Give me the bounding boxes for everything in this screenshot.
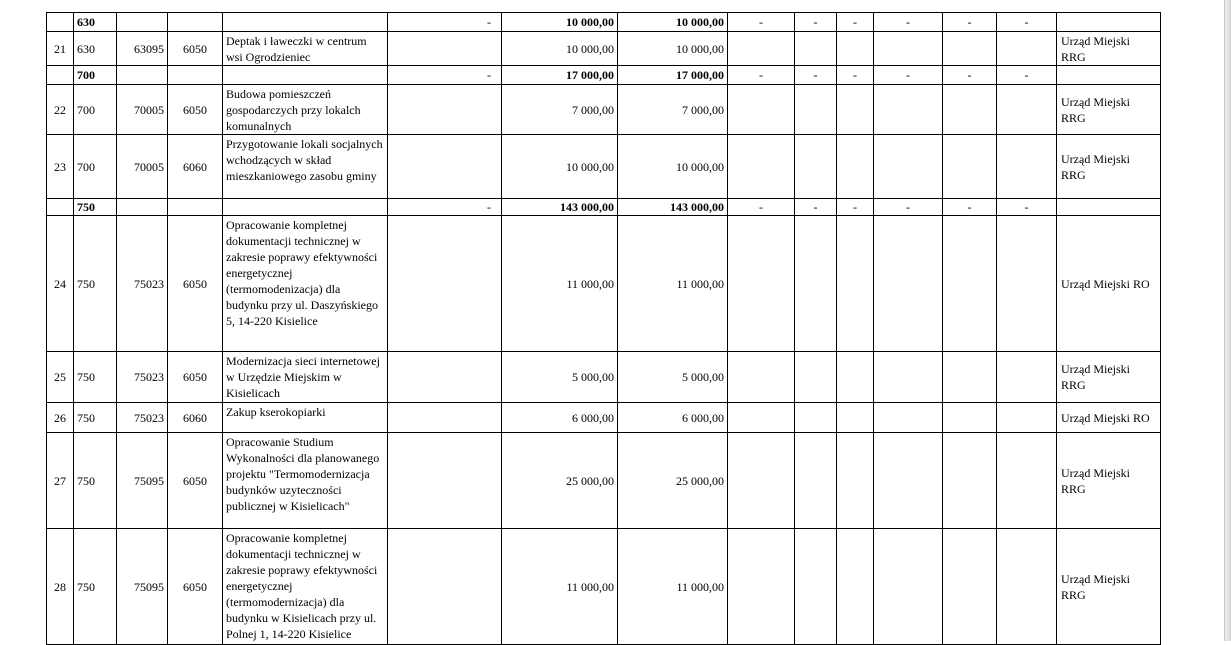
row-lp-cell: 28 bbox=[47, 529, 74, 645]
summary-lp-cell bbox=[47, 66, 74, 85]
row-empty-cell bbox=[997, 403, 1057, 433]
row-lp-cell: 22 bbox=[47, 85, 74, 135]
row-dzial-cell: 750 bbox=[74, 433, 117, 529]
summary-dzial-cell: 630 bbox=[74, 13, 117, 32]
table-row bbox=[47, 32, 1161, 66]
row-paragraf-cell: 6050 bbox=[168, 85, 223, 135]
row-empty-cell bbox=[943, 403, 997, 433]
table-row bbox=[47, 352, 1161, 403]
summary-dash-cell: - bbox=[943, 199, 997, 216]
row-empty-cell bbox=[795, 135, 837, 199]
section-summary-row bbox=[47, 13, 1161, 32]
row-dzial-cell: 750 bbox=[74, 216, 117, 352]
row-col5-cell bbox=[388, 32, 502, 66]
table-row bbox=[47, 216, 1161, 352]
summary-paragraf-cell bbox=[168, 13, 223, 32]
row-paragraf-cell: 6060 bbox=[168, 135, 223, 199]
row-empty-cell bbox=[795, 216, 837, 352]
summary-unit-cell bbox=[1057, 13, 1161, 32]
summary-total-cell: 143 000,00 bbox=[502, 199, 618, 216]
row-empty-cell bbox=[874, 135, 943, 199]
row-empty-cell bbox=[874, 403, 943, 433]
row-unit-cell: Urząd Miejski RO bbox=[1057, 216, 1161, 352]
row-empty-cell bbox=[997, 433, 1057, 529]
row-empty-cell bbox=[997, 85, 1057, 135]
row-total-cell: 6 000,00 bbox=[502, 403, 618, 433]
row-task-name-cell: Opracowanie kompletnej dokumentacji technicznej w zakresie poprawy efektywności energetycznej (termomodernizacja) dla budynku w Kisielicach przy ul. Polnej 1, 14-220 Kisielice bbox=[223, 529, 388, 645]
summary-dzial-cell: 700 bbox=[74, 66, 117, 85]
row-col7-cell: 11 000,00 bbox=[618, 529, 728, 645]
row-col5-cell bbox=[388, 529, 502, 645]
row-empty-cell bbox=[795, 529, 837, 645]
row-dzial-cell: 750 bbox=[74, 403, 117, 433]
row-empty-cell bbox=[874, 433, 943, 529]
row-empty-cell bbox=[837, 433, 874, 529]
summary-paragraf-cell bbox=[168, 199, 223, 216]
row-unit-cell: Urząd Miejski RRG bbox=[1057, 32, 1161, 66]
summary-dash-cell: - bbox=[837, 199, 874, 216]
row-unit-cell: Urząd Miejski RO bbox=[1057, 403, 1161, 433]
row-unit-cell: Urząd Miejski RRG bbox=[1057, 529, 1161, 645]
row-total-cell: 10 000,00 bbox=[502, 32, 618, 66]
row-task-name-cell: Opracowanie Studium Wykonalności dla planowanego projektu "Termomodernizacja budynków uzyteczności publicznej w Kisielicach" bbox=[223, 433, 388, 529]
row-col7-cell: 25 000,00 bbox=[618, 433, 728, 529]
row-empty-cell bbox=[874, 85, 943, 135]
row-col5-cell bbox=[388, 433, 502, 529]
row-empty-cell bbox=[997, 352, 1057, 403]
row-empty-cell bbox=[874, 32, 943, 66]
row-empty-cell bbox=[943, 32, 997, 66]
row-task-name-cell: Modernizacja sieci internetowej w Urzędzie Miejskim w Kisielicach bbox=[223, 352, 388, 403]
summary-col7-cell: 143 000,00 bbox=[618, 199, 728, 216]
row-lp-cell: 27 bbox=[47, 433, 74, 529]
row-empty-cell bbox=[943, 529, 997, 645]
summary-total-cell: 17 000,00 bbox=[502, 66, 618, 85]
summary-dash-cell: - bbox=[943, 66, 997, 85]
row-task-name-cell: Opracowanie kompletnej dokumentacji technicznej w zakresie poprawy efektywności energetycznej (termomodenizacja) dla budynku przy ul. Daszyńskiego 5, 14-220 Kisielice bbox=[223, 216, 388, 352]
row-empty-cell bbox=[837, 85, 874, 135]
row-dzial-cell: 750 bbox=[74, 529, 117, 645]
summary-dash-cell: - bbox=[874, 199, 943, 216]
row-rozdzial-cell: 70005 bbox=[117, 85, 168, 135]
row-paragraf-cell: 6050 bbox=[168, 216, 223, 352]
row-total-cell: 11 000,00 bbox=[502, 529, 618, 645]
row-empty-cell bbox=[997, 216, 1057, 352]
row-empty-cell bbox=[795, 352, 837, 403]
row-empty-cell bbox=[728, 403, 795, 433]
row-rozdzial-cell: 75095 bbox=[117, 433, 168, 529]
row-empty-cell bbox=[943, 216, 997, 352]
row-unit-cell: Urząd Miejski RRG bbox=[1057, 433, 1161, 529]
summary-dash-cell: - bbox=[795, 13, 837, 32]
section-summary-row bbox=[47, 199, 1161, 216]
summary-dash-cell: - bbox=[943, 13, 997, 32]
row-empty-cell bbox=[728, 433, 795, 529]
summary-col5-cell: - bbox=[388, 199, 502, 216]
table-row bbox=[47, 433, 1161, 529]
row-empty-cell bbox=[728, 85, 795, 135]
summary-dash-cell: - bbox=[874, 66, 943, 85]
summary-name-cell bbox=[223, 13, 388, 32]
row-lp-cell: 25 bbox=[47, 352, 74, 403]
row-empty-cell bbox=[728, 32, 795, 66]
summary-dash-cell: - bbox=[728, 199, 795, 216]
row-rozdzial-cell: 70005 bbox=[117, 135, 168, 199]
row-empty-cell bbox=[943, 433, 997, 529]
row-task-name-cell: Deptak i ławeczki w centrum wsi Ogrodzieniec bbox=[223, 32, 388, 66]
row-unit-cell: Urząd Miejski RRG bbox=[1057, 85, 1161, 135]
row-empty-cell bbox=[997, 529, 1057, 645]
summary-paragraf-cell bbox=[168, 66, 223, 85]
table-row bbox=[47, 403, 1161, 433]
row-rozdzial-cell: 75095 bbox=[117, 529, 168, 645]
investment-table bbox=[46, 12, 1161, 645]
summary-col7-cell: 10 000,00 bbox=[618, 13, 728, 32]
summary-rozdzial-cell bbox=[117, 66, 168, 85]
summary-total-cell: 10 000,00 bbox=[502, 13, 618, 32]
row-empty-cell bbox=[728, 216, 795, 352]
table-row bbox=[47, 135, 1161, 199]
row-task-name-cell: Budowa pomieszczeń gospodarczych przy lokalch komunalnych bbox=[223, 85, 388, 135]
row-col5-cell bbox=[388, 352, 502, 403]
summary-dash-cell: - bbox=[997, 66, 1057, 85]
row-empty-cell bbox=[874, 352, 943, 403]
summary-rozdzial-cell bbox=[117, 13, 168, 32]
row-task-name-cell: Zakup kserokopiarki bbox=[223, 403, 388, 433]
row-lp-cell: 24 bbox=[47, 216, 74, 352]
summary-unit-cell bbox=[1057, 199, 1161, 216]
row-paragraf-cell: 6050 bbox=[168, 352, 223, 403]
summary-col5-cell: - bbox=[388, 66, 502, 85]
summary-lp-cell bbox=[47, 199, 74, 216]
row-unit-cell: Urząd Miejski RRG bbox=[1057, 352, 1161, 403]
row-empty-cell bbox=[795, 403, 837, 433]
row-empty-cell bbox=[837, 216, 874, 352]
summary-dash-cell: - bbox=[874, 13, 943, 32]
row-col7-cell: 5 000,00 bbox=[618, 352, 728, 403]
summary-lp-cell bbox=[47, 13, 74, 32]
table-body bbox=[47, 13, 1161, 645]
row-rozdzial-cell: 75023 bbox=[117, 216, 168, 352]
row-col7-cell: 6 000,00 bbox=[618, 403, 728, 433]
row-empty-cell bbox=[795, 85, 837, 135]
row-empty-cell bbox=[837, 32, 874, 66]
row-paragraf-cell: 6050 bbox=[168, 32, 223, 66]
summary-col7-cell: 17 000,00 bbox=[618, 66, 728, 85]
summary-dash-cell: - bbox=[728, 13, 795, 32]
row-empty-cell bbox=[943, 135, 997, 199]
summary-dash-cell: - bbox=[795, 199, 837, 216]
row-dzial-cell: 630 bbox=[74, 32, 117, 66]
table-row bbox=[47, 529, 1161, 645]
row-paragraf-cell: 6060 bbox=[168, 403, 223, 433]
summary-unit-cell bbox=[1057, 66, 1161, 85]
summary-dash-cell: - bbox=[728, 66, 795, 85]
row-empty-cell bbox=[874, 529, 943, 645]
row-rozdzial-cell: 75023 bbox=[117, 352, 168, 403]
row-total-cell: 11 000,00 bbox=[502, 216, 618, 352]
row-empty-cell bbox=[728, 135, 795, 199]
row-total-cell: 5 000,00 bbox=[502, 352, 618, 403]
row-total-cell: 7 000,00 bbox=[502, 85, 618, 135]
row-empty-cell bbox=[795, 433, 837, 529]
row-rozdzial-cell: 75023 bbox=[117, 403, 168, 433]
row-empty-cell bbox=[874, 216, 943, 352]
row-dzial-cell: 700 bbox=[74, 135, 117, 199]
row-total-cell: 10 000,00 bbox=[502, 135, 618, 199]
summary-dash-cell: - bbox=[795, 66, 837, 85]
row-col5-cell bbox=[388, 216, 502, 352]
summary-dash-cell: - bbox=[997, 13, 1057, 32]
row-empty-cell bbox=[943, 352, 997, 403]
row-empty-cell bbox=[728, 352, 795, 403]
row-lp-cell: 21 bbox=[47, 32, 74, 66]
row-dzial-cell: 700 bbox=[74, 85, 117, 135]
row-dzial-cell: 750 bbox=[74, 352, 117, 403]
summary-dash-cell: - bbox=[837, 66, 874, 85]
row-empty-cell bbox=[728, 529, 795, 645]
row-col5-cell bbox=[388, 85, 502, 135]
summary-dash-cell: - bbox=[837, 13, 874, 32]
row-col7-cell: 7 000,00 bbox=[618, 85, 728, 135]
summary-name-cell bbox=[223, 66, 388, 85]
row-lp-cell: 26 bbox=[47, 403, 74, 433]
row-empty-cell bbox=[837, 352, 874, 403]
row-col7-cell: 10 000,00 bbox=[618, 135, 728, 199]
page-scroll-edge bbox=[1224, 0, 1231, 641]
row-empty-cell bbox=[997, 32, 1057, 66]
row-paragraf-cell: 6050 bbox=[168, 433, 223, 529]
row-empty-cell bbox=[837, 135, 874, 199]
row-col5-cell bbox=[388, 135, 502, 199]
summary-dzial-cell: 750 bbox=[74, 199, 117, 216]
table-row bbox=[47, 85, 1161, 135]
summary-col5-cell: - bbox=[388, 13, 502, 32]
row-col5-cell bbox=[388, 403, 502, 433]
section-summary-row bbox=[47, 66, 1161, 85]
row-rozdzial-cell: 63095 bbox=[117, 32, 168, 66]
row-col7-cell: 11 000,00 bbox=[618, 216, 728, 352]
row-empty-cell bbox=[795, 32, 837, 66]
row-col7-cell: 10 000,00 bbox=[618, 32, 728, 66]
row-unit-cell: Urząd Miejski RRG bbox=[1057, 135, 1161, 199]
row-total-cell: 25 000,00 bbox=[502, 433, 618, 529]
row-empty-cell bbox=[943, 85, 997, 135]
summary-dash-cell: - bbox=[997, 199, 1057, 216]
row-empty-cell bbox=[837, 529, 874, 645]
row-lp-cell: 23 bbox=[47, 135, 74, 199]
row-task-name-cell: Przygotowanie lokali socjalnych wchodzących w skład mieszkaniowego zasobu gminy bbox=[223, 135, 388, 199]
summary-rozdzial-cell bbox=[117, 199, 168, 216]
row-empty-cell bbox=[837, 403, 874, 433]
summary-name-cell bbox=[223, 199, 388, 216]
row-empty-cell bbox=[997, 135, 1057, 199]
row-paragraf-cell: 6050 bbox=[168, 529, 223, 645]
